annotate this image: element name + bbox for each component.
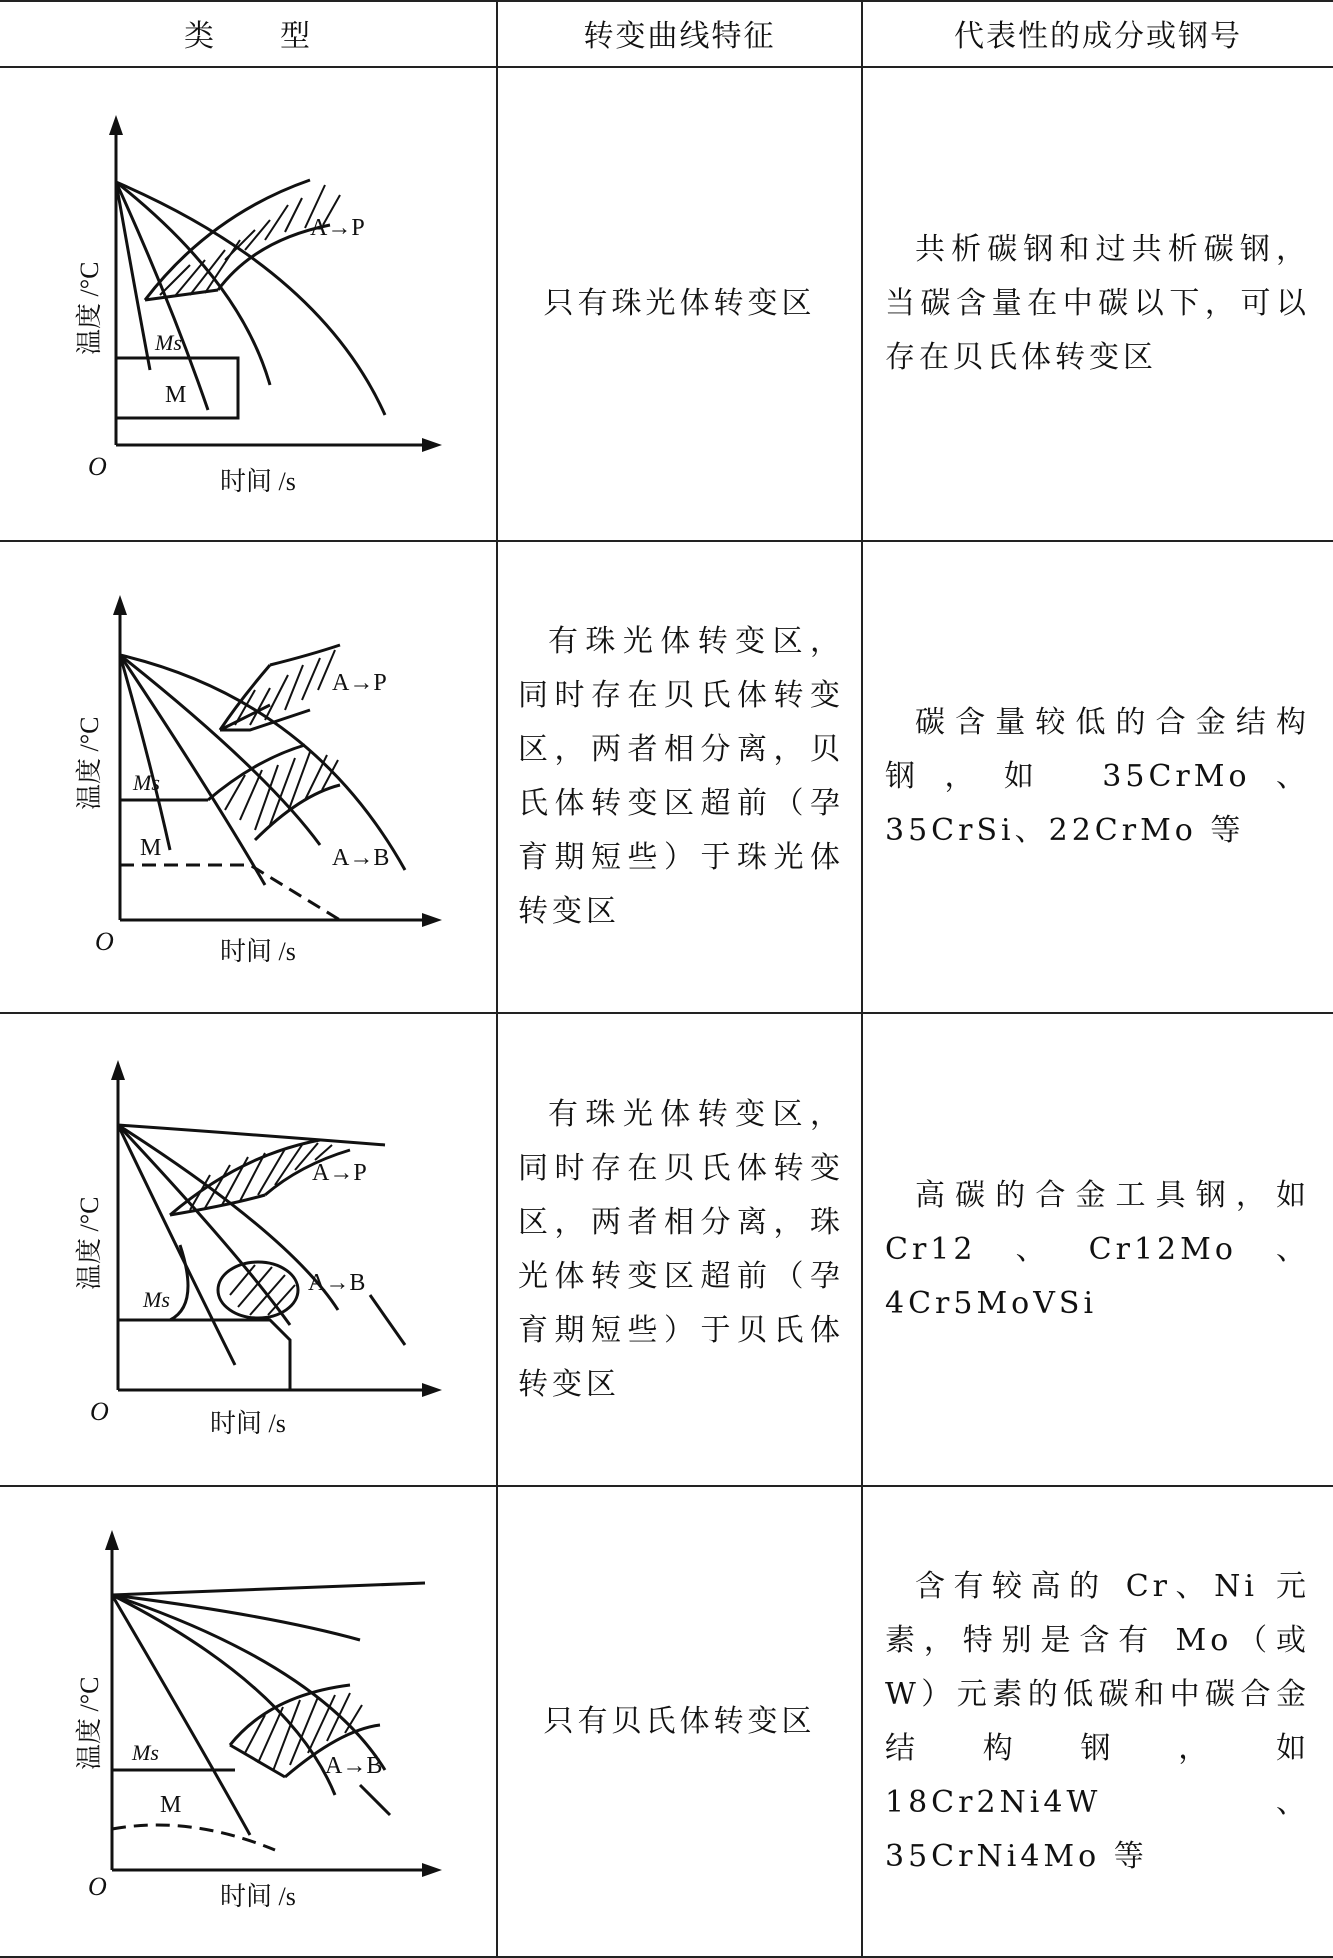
row4-feature-text: 只有贝氏体转变区 bbox=[543, 1703, 816, 1739]
martensite-label: M bbox=[160, 1792, 182, 1818]
martensite-label: M bbox=[140, 835, 162, 861]
ttt-diagram-1 bbox=[40, 100, 460, 500]
row1-feature-text: 只有珠光体转变区 bbox=[543, 286, 816, 321]
row3-feature-text: 有珠光体转变区，同时存在贝氏体转变区，两者相分离，珠光体转变区超前（孕育期短些）于贝氏体转变区 bbox=[518, 1096, 844, 1402]
a-to-b-label: A→B bbox=[332, 845, 390, 871]
ttt-diagram-3 bbox=[40, 1045, 460, 1445]
x-axis-label: 时间 /s bbox=[220, 1882, 296, 1911]
origin-label: O bbox=[88, 1872, 107, 1901]
header-type: 类 型 bbox=[184, 19, 312, 54]
a-to-p-label: A→P bbox=[332, 670, 387, 696]
row3-steel bbox=[885, 1014, 1310, 1485]
ms-label: Ms bbox=[155, 330, 182, 355]
row4-steel-text: 含有较高的 Cr、Ni 元素，特别是含有 Mo（或 W）元素的低碳和中碳合金结构钢，如 18Cr2Ni4W、35CrNi4Mo 等 bbox=[885, 1568, 1310, 1874]
x-axis-label: 时间 /s bbox=[220, 937, 296, 966]
row1-feature bbox=[498, 68, 861, 540]
x-axis-label: 时间 /s bbox=[210, 1409, 286, 1438]
ms-label: Ms bbox=[143, 1287, 170, 1312]
row3-feature bbox=[518, 1014, 844, 1485]
row1-steel bbox=[885, 68, 1310, 540]
row3-steel-text: 高碳的合金工具钢，如 Cr12、Cr12Mo、4Cr5MoVSi bbox=[885, 1177, 1310, 1321]
row4-steel bbox=[885, 1487, 1310, 1956]
row1-steel-text: 共析碳钢和过共析碳钢，当碳含量在中碳以下，可以存在贝氏体转变区 bbox=[885, 232, 1310, 375]
row2-steel-text: 碳含量较低的合金结构钢，如 35CrMo、35CrSi、22CrMo 等 bbox=[885, 705, 1310, 848]
a-to-p-label: A→P bbox=[312, 1160, 367, 1186]
row2-steel bbox=[885, 542, 1310, 1012]
y-axis-label: 温度 /°C bbox=[75, 1676, 104, 1770]
ttt-diagram-2 bbox=[40, 580, 460, 980]
origin-label: O bbox=[88, 452, 107, 481]
origin-label: O bbox=[95, 927, 114, 956]
row2-feature bbox=[518, 542, 844, 1012]
y-axis-label: 温度 /°C bbox=[75, 261, 104, 355]
x-axis-label: 时间 /s bbox=[220, 467, 296, 496]
a-to-b-label: A→B bbox=[325, 1753, 383, 1779]
header-feature: 转变曲线特征 bbox=[583, 19, 776, 54]
row2-feature-text: 有珠光体转变区，同时存在贝氏体转变区，两者相分离，贝氏体转变区超前（孕育期短些）于珠光体转变区 bbox=[518, 624, 844, 929]
ms-label: Ms bbox=[132, 1740, 159, 1765]
ms-label: Ms bbox=[133, 770, 160, 795]
col-divider-2 bbox=[861, 0, 863, 1958]
origin-label: O bbox=[90, 1397, 109, 1426]
y-axis-label: 温度 /°C bbox=[75, 1196, 104, 1290]
header-steel: 代表性的成分或钢号 bbox=[954, 19, 1242, 54]
martensite-label: M bbox=[165, 382, 187, 408]
a-to-b-label: A→B bbox=[308, 1270, 366, 1296]
ttt-diagram-4 bbox=[40, 1515, 460, 1935]
y-axis-label: 温度 /°C bbox=[75, 716, 104, 810]
row4-feature bbox=[498, 1487, 861, 1956]
a-to-p-label: A→P bbox=[310, 215, 365, 241]
